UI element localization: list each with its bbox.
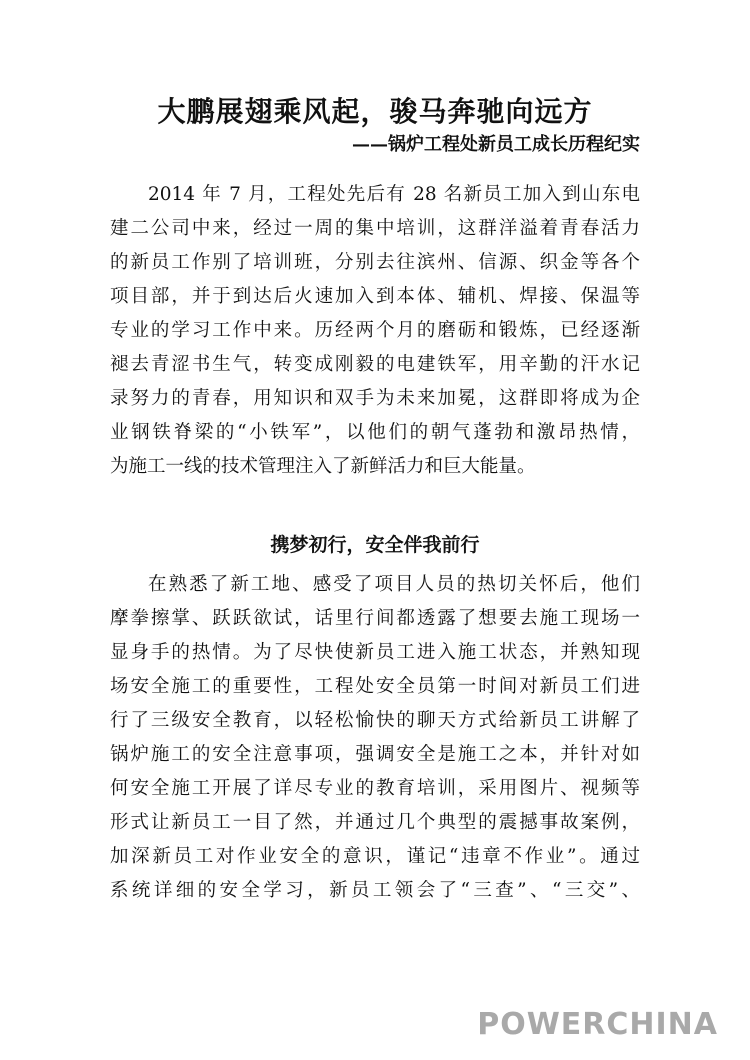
paragraph-line: 何安全施工开展了详尽专业的教育培训，采用图片、视频等 — [110, 778, 640, 799]
paragraph-line: 场安全施工的重要性，工程处安全员第一时间对新员工们进 — [110, 676, 640, 697]
paragraph-line: 摩拳擦掌、跃跃欲试，话里行间都透露了想要去施工现场一 — [110, 608, 640, 629]
section-heading: 携梦初行，安全伴我前行 — [270, 534, 480, 556]
powerchina-logo: POWERCHINA — [477, 1007, 718, 1042]
paragraph-line: 的新员工作别了培训班，分别去往滨州、信源、织金等各个 — [110, 252, 640, 273]
paragraph-line: 显身手的热情。为了尽快使新员工进入施工状态，并熟知现 — [110, 642, 640, 663]
document-title: 大鹏展翅乘风起，骏马奔驰向远方 — [157, 95, 593, 128]
paragraph-line: 褪去青涩书生气，转变成刚毅的电建铁军，用辛勤的汗水记 — [110, 354, 640, 375]
paragraph-line: 业钢铁脊梁的“小铁军”，以他们的朝气蓬勃和激昂热情， — [110, 422, 640, 443]
paragraph-line: 专业的学习工作中来。历经两个月的磨砺和锻炼，已经逐渐 — [110, 320, 640, 341]
paragraph-line: 锅炉施工的安全注意事项，强调安全是施工之本，并针对如 — [110, 744, 640, 765]
paragraph-2 — [110, 568, 640, 908]
paragraph-line: 建二公司中来，经过一周的集中培训，这群洋溢着青春活力 — [110, 218, 640, 239]
paragraph-line: 形式让新员工一目了然，并通过几个典型的震撼事故案例， — [110, 812, 640, 833]
paragraph-line: 录努力的青春，用知识和双手为未来加冕，这群即将成为企 — [110, 388, 640, 409]
paragraph-line: 项目部，并于到达后火速加入到本体、辅机、焊接、保温等 — [110, 286, 640, 307]
paragraph-line: 加深新员工对作业安全的意识，谨记“违章不作业”。通过 — [110, 846, 640, 867]
paragraph-line: 2014 年 7 月，工程处先后有 28 名新员工加入到山东电 — [148, 184, 640, 205]
paragraph-line: 行了三级安全教育，以轻松愉快的聊天方式给新员工讲解了 — [110, 710, 640, 731]
paragraph-line: 系统详细的安全学习，新员工领会了“三查”、“三交”、 — [110, 880, 640, 901]
document-subtitle: ——锅炉工程处新员工成长历程纪实 — [352, 134, 640, 155]
paragraph-line: 为施工一线的技术管理注入了新鲜活力和巨大能量。 — [110, 456, 536, 477]
paragraph-1 — [110, 178, 640, 484]
paragraph-line: 在熟悉了新工地、感受了项目人员的热切关怀后，他们 — [148, 574, 640, 595]
